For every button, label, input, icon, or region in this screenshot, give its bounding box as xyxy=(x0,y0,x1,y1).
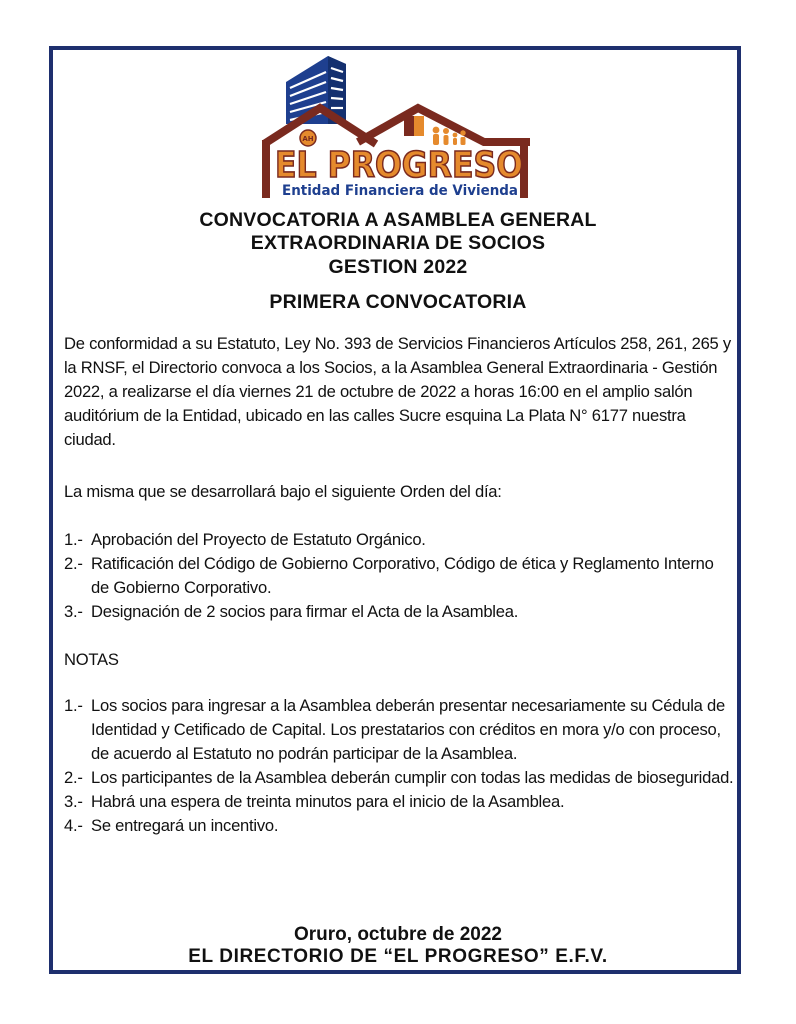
note-item-text: Habrá una espera de treinta minutos para el inicio de la Asamblea. xyxy=(91,792,565,811)
agenda-item-text: Aprobación del Proyecto de Estatuto Orgánico. xyxy=(91,530,426,549)
agenda-item xyxy=(64,552,734,600)
agenda-item-number: 2.- xyxy=(64,554,83,573)
title-line-3: GESTION 2022 xyxy=(328,256,468,278)
agenda-item-number: 1.- xyxy=(64,530,83,549)
note-item-number: 3.- xyxy=(64,792,83,811)
title-line-2: EXTRAORDINARIA DE SOCIOS xyxy=(250,232,546,254)
badge-icon xyxy=(300,130,316,146)
logo-tagline: Entidad Financiera de Vivienda xyxy=(282,183,518,199)
logo-name: EL PROGRESO xyxy=(275,145,523,186)
note-item-text: Se entregará un incentivo. xyxy=(91,816,279,835)
notes-heading: NOTAS xyxy=(64,650,119,669)
agenda-item-text: Designación de 2 socios para firmar el Acta de la Asamblea. xyxy=(91,602,519,621)
note-item-number: 2.- xyxy=(64,768,83,787)
notes-list xyxy=(64,694,734,838)
agenda-list xyxy=(64,528,734,624)
agenda-item xyxy=(64,600,734,624)
footer-place-date: Oruro, octubre de 2022 xyxy=(293,924,502,945)
footer-signatory: EL DIRECTORIO DE “EL PROGRESO” E.F.V. xyxy=(188,946,608,967)
note-item xyxy=(64,694,734,766)
agenda-item-text: Ratificación del Código de Gobierno Corporativo, Código de ética y Reglamento Interno de Gobierno Corporativo. xyxy=(91,554,714,597)
note-item-number: 4.- xyxy=(64,816,83,835)
el-progreso-logo xyxy=(258,52,538,200)
agenda-item xyxy=(64,528,734,552)
subtitle: PRIMERA CONVOCATORIA xyxy=(269,291,527,313)
note-item-number: 1.- xyxy=(64,696,83,715)
svg-text:AH: AH xyxy=(302,135,314,143)
agenda-item-number: 3.- xyxy=(64,602,83,621)
note-item xyxy=(64,766,734,790)
note-item-text: Los participantes de la Asamblea deberán cumplir con todas las medidas de bioseguridad. xyxy=(91,768,734,787)
title-line-1: CONVOCATORIA A ASAMBLEA GENERAL xyxy=(199,209,597,231)
note-item xyxy=(64,790,734,814)
note-item-text: Los socios para ingresar a la Asamblea deberán presentar necesariamente su Cédula de Identidad y Cetificado de Capital. Los prestatarios con créditos en mora y/o con proceso, de acuerdo al Estatuto no podrán participar de la Asamblea. xyxy=(91,696,725,763)
agenda-intro: La misma que se desarrollará bajo el siguiente Orden del día: xyxy=(64,482,502,501)
convocation-paragraph: De conformidad a su Estatuto, Ley No. 393 de Servicios Financieros Artículos 258, 261, 265 y la RNSF, el Directorio convoca a los Socios, a la Asamblea General Extraordinaria - Gestión 2022, a realizarse el día viernes 21 de octubre de 2022 a horas 16:00 en el amplio salón auditórium de la Entidad, ubicado en las calles Sucre esquina La Plata N° 6177 nuestra ciudad. xyxy=(64,334,731,449)
note-item xyxy=(64,814,734,838)
